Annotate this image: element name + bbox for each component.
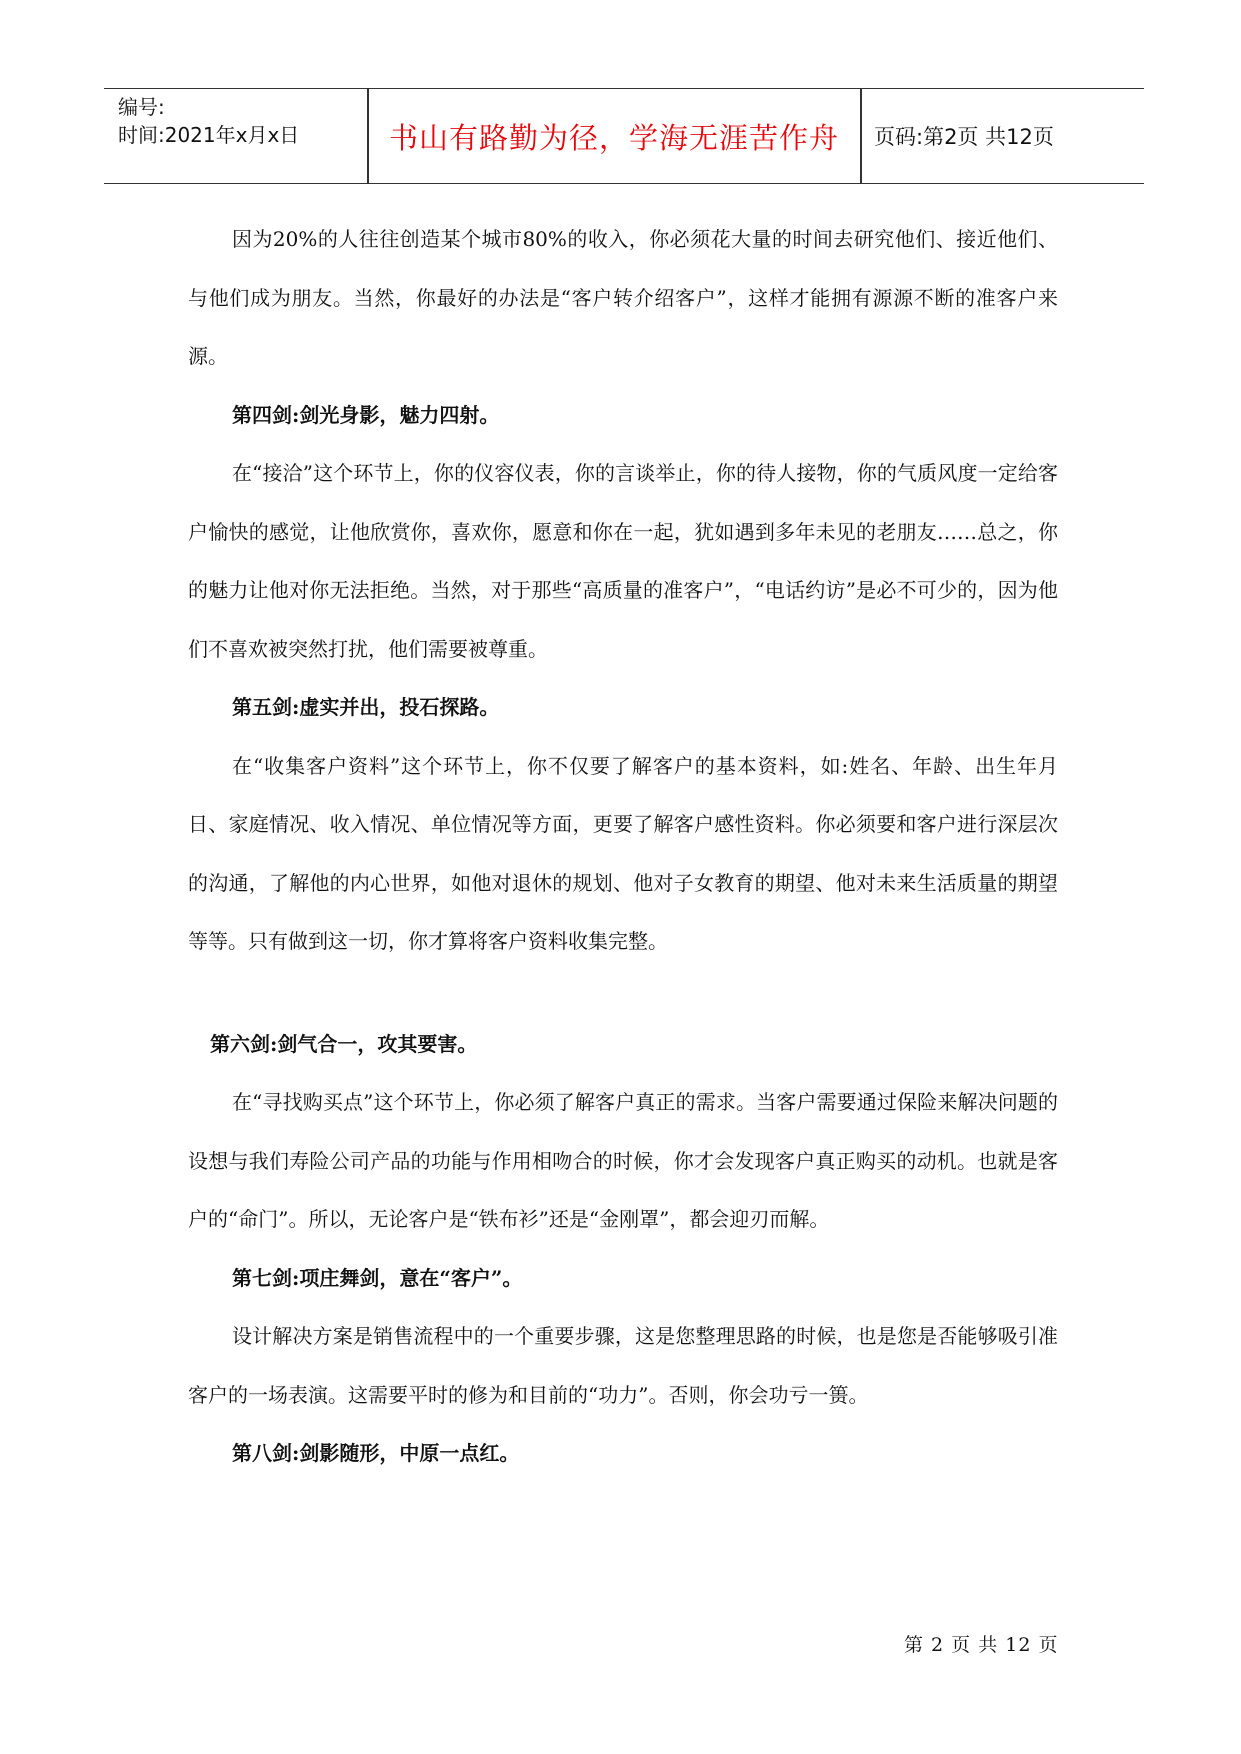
paragraph: 设计解决方案是销售流程中的一个重要步骤，这是您整理思路的时候，也是您是否能够吸引准客户的一场表演。这需要平时的修为和目前的“功力”。否则，你会功亏一篑。 (188, 1324, 1058, 1407)
header-page-info: 页码:第2页 共12页 (874, 125, 1054, 149)
paragraph: 因为20%的人往往创造某个城市80%的收入，你必须花大量的时间去研究他们、接近他们、与他们成为朋友。当然，你最好的办法是“客户转介绍客户”，这样才能拥有源源不断的准客户来源。 (188, 227, 1058, 368)
paragraph: 在“接洽”这个环节上，你的仪容仪表，你的言谈举止，你的待人接物，你的气质风度一定给客户愉快的感觉，让他欣赏你，喜欢你，愿意和你在一起，犹如遇到多年未见的老朋友……总之，你的魅力让他对你无法拒绝。当然，对于那些“高质量的准客户”，“电话约访”是必不可少的，因为他们不喜欢被突然打扰，他们需要被尊重。 (188, 461, 1058, 661)
header-divider (860, 89, 862, 183)
section-heading: 第七剑:项庄舞剑，意在“客户”。 (232, 1265, 523, 1290)
spacer (188, 971, 1058, 1015)
paragraph: 在“收集客户资料”这个环节上，你不仅要了解客户的基本资料，如:姓名、年龄、出生年月日、家庭情况、收入情况、单位情况等方面，更要了解客户感性资料。你必须要和客户进行深层次的沟通，了解他的内心世界，如他对退休的规划、他对子女教育的期望、他对未来生活质量的期望等等。只有做到这一切，你才算将客户资料收集完整。 (188, 753, 1058, 953)
section-heading: 第六剑:剑气合一，攻其要害。 (210, 1031, 478, 1056)
header-meta (118, 93, 368, 149)
document-body (188, 210, 1058, 1483)
section-heading: 第八剑:剑影随形，中原一点红。 (232, 1441, 520, 1465)
header-motto: 书山有路勤为径，学海无涯苦作舟 (388, 120, 839, 155)
document-time-label: 时间:2021年x月x日 (118, 123, 300, 147)
section-heading: 第四剑:剑光身影，魅力四射。 (232, 402, 500, 427)
page-header (104, 88, 1144, 184)
paragraph: 在“寻找购买点”这个环节上，你必须了解客户真正的需求。当客户需要通过保险来解决问题的设想与我们寿险公司产品的功能与作用相吻合的时候，你才会发现客户真正购买的动机。也就是客户的“命门”。所以，无论客户是“铁布衫”还是“金刚罩”，都会迎刃而解。 (188, 1090, 1058, 1231)
section-heading: 第五剑:虚实并出，投石探路。 (232, 695, 500, 719)
page-footer: 第 2 页 共 12 页 (904, 1634, 1059, 1656)
document-number-label: 编号: (118, 95, 165, 119)
